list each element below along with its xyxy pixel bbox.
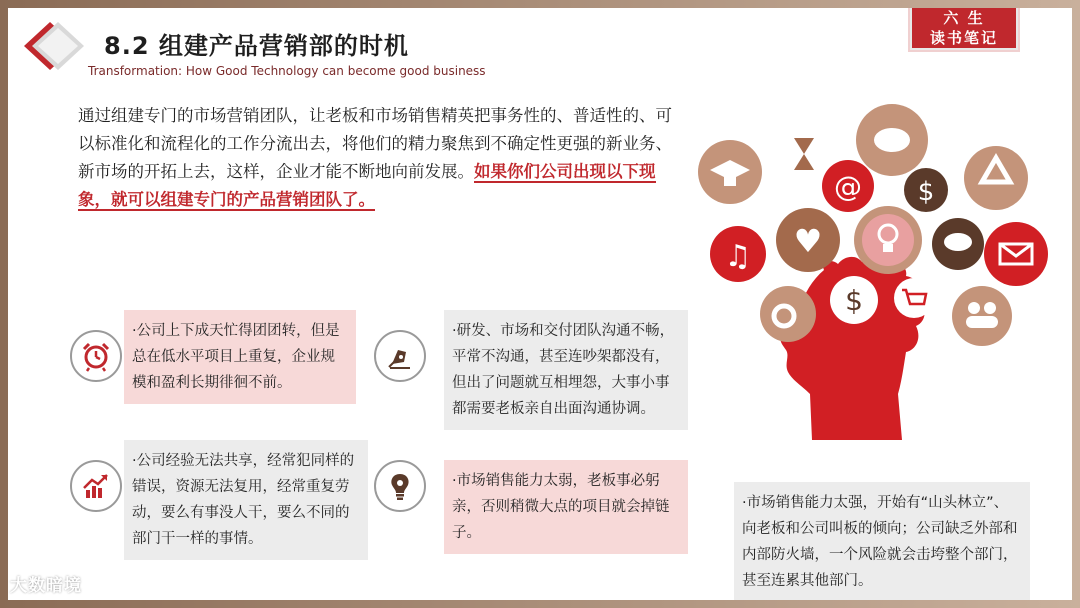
svg-text:$: $ — [917, 177, 935, 207]
chat-bubble — [932, 218, 984, 270]
gears-bubble — [760, 286, 816, 342]
page-subtitle: Transformation: How Good Technology can become good business — [88, 64, 486, 78]
growth-chart-icon — [70, 460, 122, 512]
hourglass-bubble — [776, 126, 832, 182]
book-notes-badge — [908, 8, 1020, 52]
head-ideas-illustration — [692, 94, 1052, 440]
intro-text: 通过组建专门的市场营销团队，让老板和市场销售精英把事务性的、普适性的、可以标准化和流程化的工作分流出去，将他们的精力聚焦到不确定性更强的新业务、新市场的开拓上去，这样，企业才能不断地向前发展。 — [78, 106, 672, 181]
piggy-bank-bubble — [856, 104, 928, 176]
pen-nib-icon — [374, 330, 426, 382]
intro-highlight: 如果你们公司出现以下现象，就可以组建专门的产品营销团队了。 — [78, 162, 656, 209]
page-title: 8.2 组建产品营销部的时机 — [104, 32, 409, 60]
lightbulb-bubble — [854, 206, 922, 274]
item-box-3: ·公司经验无法共享，经常犯同样的错误，资源无法复用，经常重复劳动，要么有事没人干，要么不同的部门干一样的事情。 — [124, 440, 368, 560]
intro-paragraph — [78, 102, 678, 214]
svg-text:@: @ — [834, 170, 862, 203]
heart-bubble — [776, 208, 840, 272]
badge-line-1: 六 生 — [943, 9, 985, 27]
users-bubble — [952, 286, 1012, 346]
diamond-logo-icon — [22, 20, 86, 72]
item-box-2: ·研发、市场和交付团队沟通不畅，平常不沟通，甚至连吵架都没有，但出了问题就互相埋怨，大事小事都需要老板亲自出面沟通协调。 — [444, 310, 688, 430]
graduation-cap-bubble — [698, 140, 762, 204]
shopping-cart-bubble — [894, 278, 934, 318]
mail-bubble — [984, 222, 1048, 286]
item-box-5: ·市场销售能力太强，开始有“山头林立”、向老板和公司叫板的倾向；公司缺乏外部和内部防火墙，一个风险就会击垮整个部门，甚至连累其他部门。 — [734, 482, 1030, 600]
dollar-sign-bubble — [830, 276, 878, 324]
item-box-1: ·公司上下成天忙得团团转，但是总在低水平项目上重复，企业规模和盈利长期徘徊不前。 — [124, 310, 356, 404]
svg-text:$: $ — [845, 284, 863, 317]
alarm-clock-icon — [70, 330, 122, 382]
svg-text:♥: ♥ — [793, 222, 823, 260]
music-note-bubble — [710, 226, 766, 282]
watermark: 大数暗境 — [10, 576, 82, 596]
dollar-bubble — [904, 168, 948, 212]
item-box-4: ·市场销售能力太弱，老板事必躬亲，否则稍微大点的项目就会掉链子。 — [444, 460, 688, 554]
at-sign-bubble — [822, 160, 874, 212]
svg-text:♫: ♫ — [724, 239, 752, 274]
lightbulb-icon — [374, 460, 426, 512]
slide — [8, 8, 1072, 600]
recycle-bubble — [964, 146, 1028, 210]
badge-line-2: 读书笔记 — [929, 29, 998, 47]
